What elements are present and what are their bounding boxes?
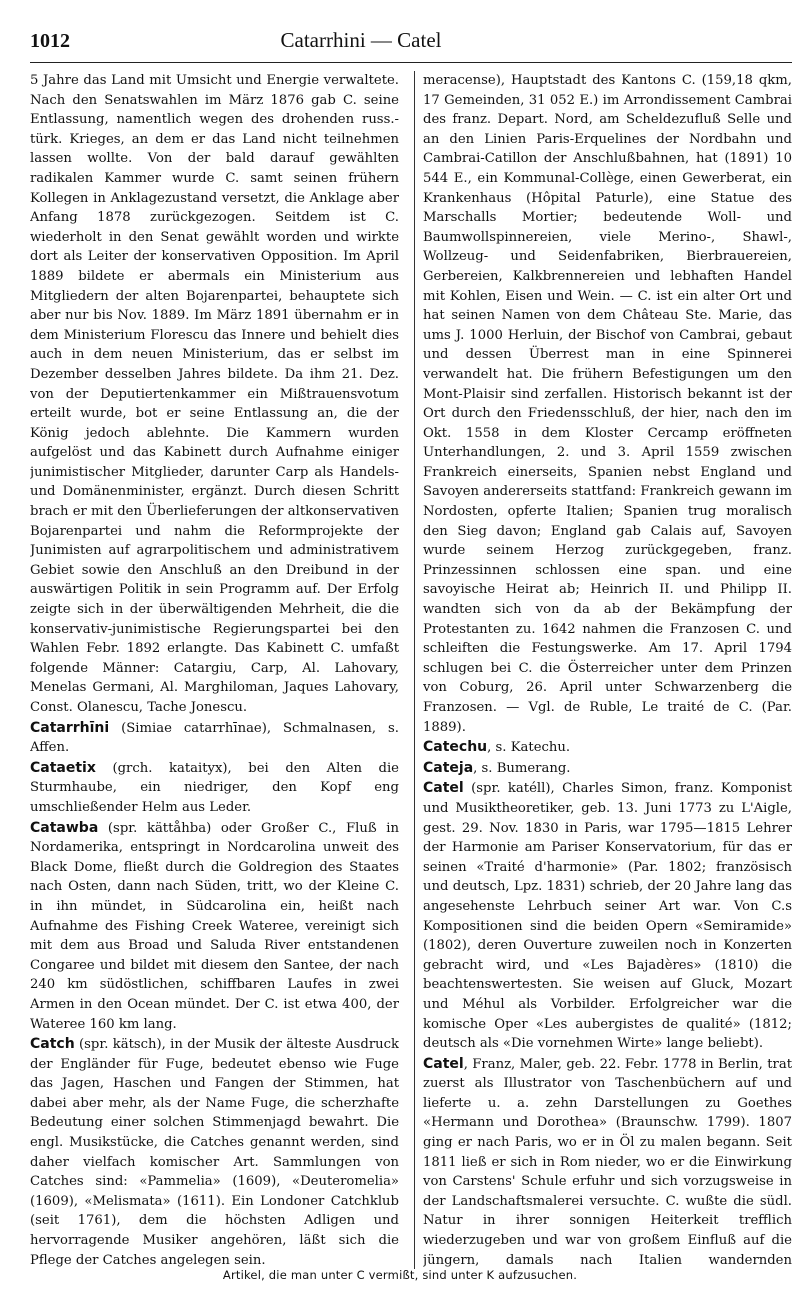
entry-catarrhini: Catarrhīni (Simiae catarrhīnae), Schmalnasen, s. Affen. — [30, 719, 399, 756]
entry-cateja: Cateja, s. Bumerang. — [423, 759, 571, 776]
left-column — [30, 71, 399, 1269]
page-header — [30, 28, 792, 63]
entry-catel-franz: Catel, Franz, Maler, geb. 22. Febr. 1778 in Berlin, trat zuerst als Illustrator von Taschenbüchern auf und lieferte u. a. zehn Darstellungen zu Goethes «Hermann und Dorothea» (Braunschw. 1799). 1807 ging er nach Paris, wo er in Öl zu malen begann. Seit 1811 ließ er sich in Rom nieder, wo er die Einwirkung von Carstens' Schule erfuhr und sich vorzugsweise in der Landschaftsmalerei versuchte. C. wußte die südl. Natur in ihrer sonnigen Heiterkeit trefflich wiederzugeben und war von großem Einfluß auf die jüngern, damals nach Italien wandernden — [423, 1055, 792, 1268]
entry-cateau-continuation: meracense), Hauptstadt des Kantons C. (159,18 qkm, 17 Gemeinden, 31 052 E.) im Arrondissement Cambrai des franz. Depart. Nord, am Scheldezufluß Selle und an den Linien Paris-Erquelines der Nordbahn und Cambrai-Catillon der Anschlußbahnen, hat (1891) 10 544 E., ein Kommunal-Collège, einen Gewerberat, ein Krankenhaus (Hôpital Paturle), eine Statue des Marschalls Mortier; bedeutende Woll- und Baumwollspinnereien, viele Merino-, Shawl-, Wollzeug- und Seidenfabriken, Bierbrauereien, Gerbereien, Kalkbrennereien und lebhaften Handel mit Kohlen, Eisen und Wein. — C. ist ein alter Ort und hat seinen Namen von dem Château Ste. Marie, das ums J. 1000 Herluin, der Bischof von Cambrai, gebaut und dessen Überrest man in eine Spinnerei verwandelt hat. Die frühern Befestigungen um den Mont-Plaisir sind zerfallen. Historisch bekannt ist der Ort durch den Friedensschluß, der hier, nach den im Okt. 1558 in dem Kloster Cercamp eröffneten Unterhandlungen, 2. und 3. April 1559 zwischen Frankreich einerseits, Spanien nebst England und Savoyen andererseits stattfand: Frankreich gewann im Nordosten, opferte Italien; Spanien trug moralisch den Sieg davon; England gab Calais auf, Savoyen wurde seinem Herzog zurückgegeben, franz. Prinzessinnen schlossen eine span. und eine savoyische Heirat ab; Heinrich II. und Philipp II. wandten sich von da ab der Bekämpfung der Protestanten zu. 1642 nahmen die Franzosen C. und schleiften die Festungswerke. Am 17. April 1794 schlugen bei C. die Österreicher unter dem Prinzen von Coburg, 26. April unter Schwarzenberg die Franzosen. — Vgl. de Ruble, Le traité de C. (Par. 1889). — [423, 73, 792, 735]
headword: Catel — [423, 1055, 464, 1072]
headword: Cataetix — [30, 759, 96, 776]
page-number: 1012 — [30, 30, 70, 52]
entry-catechu: Catechu, s. Katechu. — [423, 739, 571, 756]
headword: Catechu — [423, 739, 488, 756]
right-column — [423, 71, 792, 1269]
column-rule — [414, 71, 415, 1269]
entry-continuation: 5 Jahre das Land mit Umsicht und Energie verwaltete. Nach den Senatswahlen im März 1876 gab C. seine Entlassung, namentlich wegen des drohenden russ.-türk. Krieges, an dem er das Land nicht teilnehmen lassen wollte. Von der bald darauf gewählten radikalen Kammer wurde C. samt seinen frühern Kollegen in Anklagezustand versetzt, die Anklage aber Anfang 1878 zurückgezogen. Seitdem ist C. wiederholt in den Senat gewählt worden und wirkte dort als Leiter der konservativen Opposition. Im April 1889 bildete er abermals ein Ministerium aus Mitgliedern der alten Bojarenpartei, behauptete sich aber nur bis Nov. 1889. Im März 1891 übernahm er in dem Ministerium Florescu das Innere und behielt dies auch in dem neuen Ministerium, das er selbst im Dezember desselben Jahres bildete. Da ihm 21. Dez. von der Deputiertenkammer ein Mißtrauensvotum erteilt wurde, bot er seine Entlassung an, die der König jedoch ablehnte. Die Kammern wurden aufgelöst und das Kabinett durch Aufnahme einiger junimistischer Mitglieder, darunter Carp als Handels- und Domänenminister, ergänzt. Durch diesen Schritt brach er mit den Überlieferungen der altkonservativen Bojarenpartei und nahm die Reformprojekte der Junimisten auf agrarpolitischem und administrativem Gebiet sowie den Anschluß an den Dreibund in der auswärtigen Politik in sein Programm auf. Der Erfolg zeigte sich in der überwältigenden Mehrheit, die die konservativ-junimistische Regierungspartei bei den Wahlen Febr. 1892 erlangte. Das Kabinett C. umfaßt folgende Männer: Catargiu, Carp, Al. Lahovary, Menelas Germani, Al. Marghiloman, Jaques Lahovary, Const. Olanescu, Tache Jonescu. — [30, 73, 399, 715]
running-title: Catarrhini — Catel — [280, 28, 442, 52]
headword: Catel — [423, 780, 464, 797]
page-footer-note: Artikel, die man unter C vermißt, sind unter K aufzusuchen. — [222, 1268, 578, 1282]
headword: Catawba — [30, 819, 99, 836]
headword: Catch — [30, 1036, 75, 1053]
headword: Catarrhīni — [30, 719, 110, 736]
entry-cataetix: Cataetix (grch. kataityx), bei den Alten die Sturmhaube, ein niedriger, den Kopf eng umschließender Helm aus Leder. — [30, 759, 399, 815]
entry-catch: Catch (spr. kätsch), in der Musik der älteste Ausdruck der Engländer für Fuge, bedeutet ebenso wie Fuge das Jagen, Haschen und Fangen der Stimmen, hat dabei aber mehr, als der Name Fuge, die scherzhafte Bedeutung einer solchen Stimmenjagd bewahrt. Die engl. Musikstücke, die Catches genannt werden, sind daher vielfach komischer Art. Sammlungen von Catches sind: «Pammelia» (1609), «Deuteromelia» (1609), «Melismata» (1611). Ein Londoner Catchklub (seit 1761), dem die höchsten Adligen und hervorragende Musiker angehören, läßt sich die Pflege der Catches angelegen sein. — [30, 1036, 399, 1268]
entry-catel-charles: Catel (spr. katéll), Charles Simon, franz. Komponist und Musiktheoretiker, geb. 13. Juni 1773 zu L'Aigle, gest. 29. Nov. 1830 in Paris, war 1795—1815 Lehrer der Harmonie am Pariser Konservatorium, für das er seinen «Traité d'harmonie» (Par. 1802; französisch und deutsch, Lpz. 1831) schrieb, der 20 Jahre lang das angesehenste Lehrbuch seiner Art war. Von C.s Kompositionen sind die beiden Opern «Semiramide» (1802), deren Ouverture zuweilen noch in Konzerten gebracht wird, und «Les Bajadères» (1810) die beachtenswertesten. Sie weisen auf Gluck, Mozart und Méhul als Vorbilder. Erfolgreicher war die komische Oper «Les aubergistes de qualité» (1812; deutsch als «Die vornehmen Wirte» lange beliebt). — [423, 780, 792, 1052]
text-columns — [30, 71, 792, 1269]
entry-catawba: Catawba (spr. kättåhba) oder Großer C., Fluß in Nordamerika, entspringt in Nordcarolina unweit des Black Dome, fließt durch die Goldregion des Staates nach Osten, dann nach Süden, tritt, wo der Kleine C. in ihn mündet, in Südcarolina ein, heißt nach Aufnahme des Fishing Creek Wateree, vereinigt sich mit dem aus Broad und Saluda River entstandenen Congaree und bildet mit diesem den Santee, der nach 240 km südöstlichen, schiffbaren Laufes in zwei Armen in den Ocean mündet. Der C. ist etwa 400, der Wateree 160 km lang. — [30, 819, 399, 1032]
headword: Cateja — [423, 759, 474, 776]
